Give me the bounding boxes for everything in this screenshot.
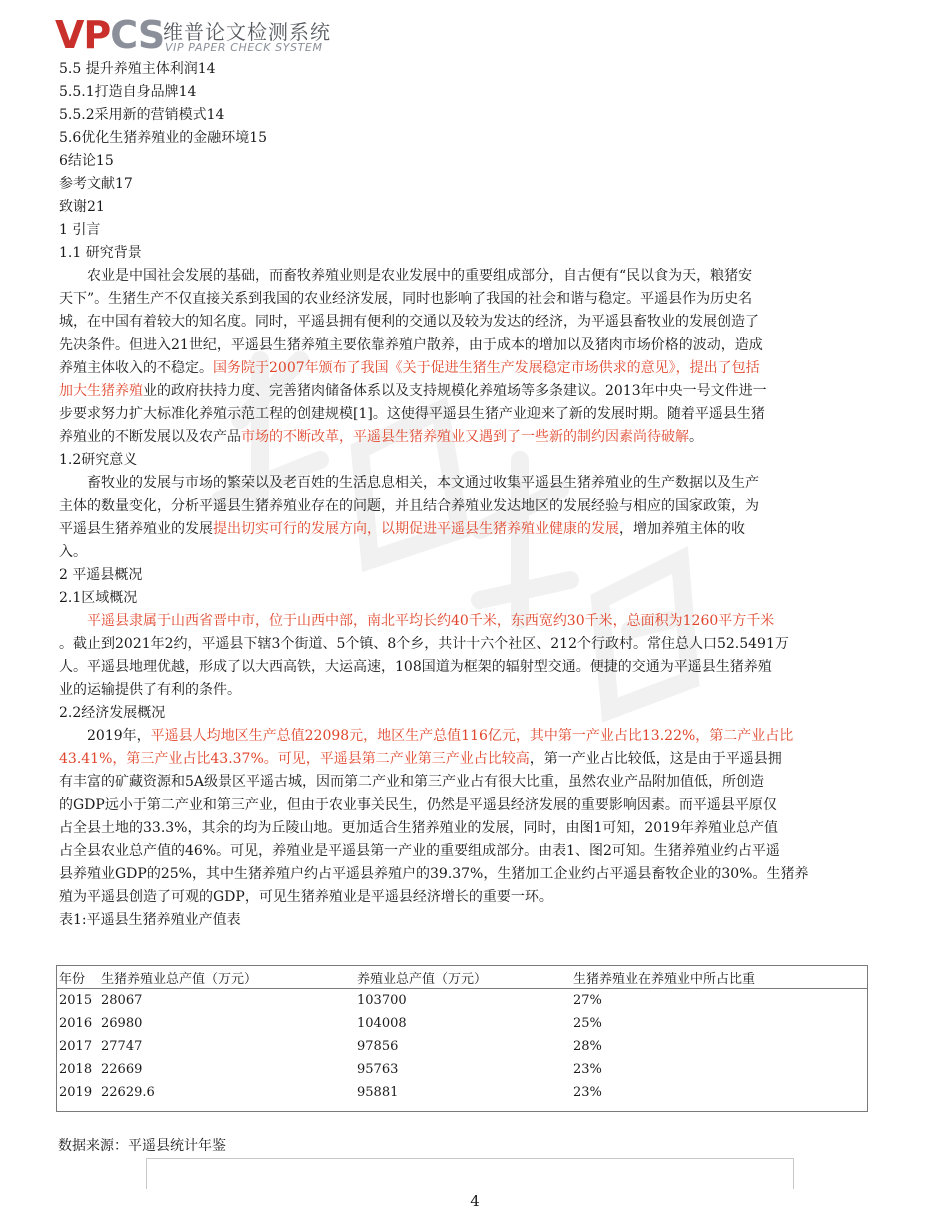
section-heading: 1.2研究意义: [59, 452, 138, 468]
table-row: [57, 1035, 867, 1058]
highlighted-text: 43.41%，第三产业占比43.37%。可见，平遥县第二产业第三产业占比较高: [59, 751, 530, 767]
column-header: 养殖业总产值（万元）: [355, 966, 571, 989]
table-cell: 2018: [59, 1062, 93, 1077]
toc-item: 5.5 提升养殖主体利润14: [59, 61, 216, 77]
toc-item: 5.5.2采用新的营销模式14: [59, 107, 225, 123]
table-row: [57, 989, 867, 1013]
logo-chinese-name: 维普论文检测系统: [163, 20, 331, 44]
table-cell: 22669: [101, 1062, 143, 1077]
table-row: [57, 1058, 867, 1081]
toc-item: 参考文献17: [59, 176, 133, 192]
table-cell: 23%: [573, 1062, 602, 1077]
table-cell: 27747: [101, 1039, 143, 1054]
table-cell: 2017: [59, 1039, 93, 1054]
table-cell: 26980: [101, 1016, 143, 1031]
column-header: 生猪养殖业在养殖业中所占比重: [571, 966, 867, 989]
logo-english-name: VIP PAPER CHECK SYSTEM: [165, 41, 323, 54]
table-caption: 表1:平遥县生猪养殖业产值表: [59, 912, 241, 928]
paragraph-background: 农业是中国社会发展的基础，而畜牧养殖业则是农业发展中的重要组成部分，自古便有“民以食为天，粮猪安 天下”。生猪生产不仅直接关系到我国的农业经济发展，同时也影响了我国的社会和谐与稳定。平遥县作为历史名 城，在中国有着较大的知名度。同时，平遥县拥有便利的交通以及较为发达的经济，为平遥县畜牧业的发展创造了 先决条件。但进入21世纪，平遥县生猪养殖主要依靠养殖户散养，由于成本的增加以及猪肉市场价格的波动，造成 养殖主体收入的不稳定。国务院于2007年颁布了我国《关于促进生猪生产发展稳定市场供求的意见》，提出了包括 加大生猪养殖业的政府扶持力度、完善猪肉储备体系以及支持规模化养殖场等多条建议。2013年中央一号文件进一 步要求努力扩大标准化养殖示范工程的创建规模[1]。这使得平遥县生猪产业迎来了新的发展时期。随着平遥县生猪 养殖业的不断发展以及农产品市场的不断改革，平遥县生猪养殖业又遇到了一些新的制约因素尚待破解。: [59, 268, 767, 445]
table-cell: 104008: [357, 1016, 407, 1031]
table-cell: 103700: [357, 993, 407, 1008]
document-body: [59, 58, 889, 932]
logo-mark: VPCS: [55, 13, 165, 57]
section-heading: 1 引言: [59, 222, 101, 238]
highlighted-text: 平遥县隶属于山西省晋中市，位于山西中部，南北平均长约40千米，东西宽约30千米，总面积为1260平方千米: [87, 613, 775, 629]
section-heading: 2.1区域概况: [59, 590, 138, 606]
table-cell: 25%: [573, 1016, 602, 1031]
paragraph-significance: 畜牧业的发展与市场的繁荣以及老百姓的生活息息相关，本文通过收集平遥县生猪养殖业的生产数据以及生产 主体的数量变化，分析平遥县生猪养殖业存在的问题，并且结合养殖业发达地区的发展经验与相应的国家政策，为 平遥县生猪养殖业的发展提出切实可行的发展方向，以期促进平遥县生猪养殖业健康的发展，增加养殖主体的收 入。: [59, 475, 759, 560]
section-heading: 2 平遥县概况: [59, 567, 143, 583]
table-cell: 23%: [573, 1085, 602, 1100]
table-cell: 95881: [357, 1085, 399, 1100]
toc-item: 6结论15: [59, 153, 114, 169]
table-cell: 95763: [357, 1062, 399, 1077]
vpcs-logo: [55, 14, 345, 56]
table-header-row: [57, 966, 867, 989]
table-cell: 22629.6: [101, 1085, 155, 1100]
highlighted-text: 国务院于2007年颁布了我国《关于促进生猪生产发展稳定市场供求的意见》，提出了包括: [213, 360, 760, 376]
paragraph-region: 平遥县隶属于山西省晋中市，位于山西中部，南北平均长约40千米，东西宽约30千米，总面积为1260平方千米 。截止到2021年2约，平遥县下辖3个街道、5个镇、8个乡，共计十六个社区、212个行政村。常住总人口52.5491万 人。平遥县地理优越，形成了以大西高铁，大运高速，108国道为框架的辐射型交通。便捷的交通为平遥县生猪养殖 业的运输提供了有利的条件。: [59, 610, 889, 702]
paragraph-economy: 2019年，平遥县人均地区生产总值22098元，地区生产总值116亿元，其中第一产业占比13.22%，第二产业占比 43.41%，第三产业占比43.37%。可见，平遥县第二产业第三产业占比较高，第一产业占比较低，这是由于平遥县拥 有丰富的矿藏资源和5A级景区平遥古城，因而第二产业和第三产业占有很大比重，虽然农业产品附加值低，所创造 的GDP远小于第二产业和第三产业，但由于农业事关民生，仍然是平遥县经济发展的重要影响因素。而平遥县平原仅 占全县土地的33.3%，其余的均为丘陵山地。更加适合生猪养殖业的发展，同时，由图1可知，2019年养殖业总产值 占全县农业总产值的46%。可见，养殖业是平遥县第一产业的重要组成部分。由表1、图2可知。生猪养殖业约占平遥 县养殖业GDP的25%，其中生猪养殖户约占平遥县养殖户的39.37%，生猪加工企业约占平遥县畜牧企业的30%。生猪养 殖为平遥县创造了可观的GDP，可见生猪养殖业是平遥县经济增长的重要一环。: [59, 728, 809, 905]
highlighted-text: 平遥县人均地区生产总值22098元，地区生产总值116亿元，其中第一产业占比13.22%，第二产业占比: [150, 728, 794, 744]
toc-item: 5.5.1打造自身品牌14: [59, 84, 197, 100]
table-cell: 2015: [59, 993, 93, 1008]
table-cell: 2019: [59, 1085, 93, 1100]
section-heading: 2.2经济发展概况: [59, 705, 166, 721]
table-cell: 97856: [357, 1039, 399, 1054]
highlighted-text: 提出切实可行的发展方向，以期促进平遥县生猪养殖业健康的发展: [213, 521, 619, 537]
table-cell: 28%: [573, 1039, 602, 1054]
highlighted-text: 加大生猪养殖: [59, 383, 143, 399]
page-number: 4: [470, 1192, 480, 1210]
section-heading: 1.1 研究背景: [59, 245, 142, 261]
table-cell: 2016: [59, 1016, 93, 1031]
column-header: 生猪养殖业总产值（万元）: [99, 966, 355, 989]
figure-frame: [146, 1158, 794, 1189]
table-cell: 28067: [101, 993, 143, 1008]
toc-item: 5.6优化生猪养殖业的金融环境15: [59, 130, 268, 146]
toc-item: 致谢21: [59, 199, 105, 215]
highlighted-text: 市场的不断改革，平遥县生猪养殖业又遇到了一些新的制约因素尚待破解: [241, 429, 689, 445]
table-cell: 27%: [573, 993, 602, 1008]
table-row: [57, 1012, 867, 1035]
output-value-table: [56, 965, 868, 1112]
table-row: [57, 1081, 867, 1104]
column-header: 年份: [57, 966, 99, 989]
data-source-note: 数据来源：平遥县统计年鉴: [58, 1138, 226, 1154]
